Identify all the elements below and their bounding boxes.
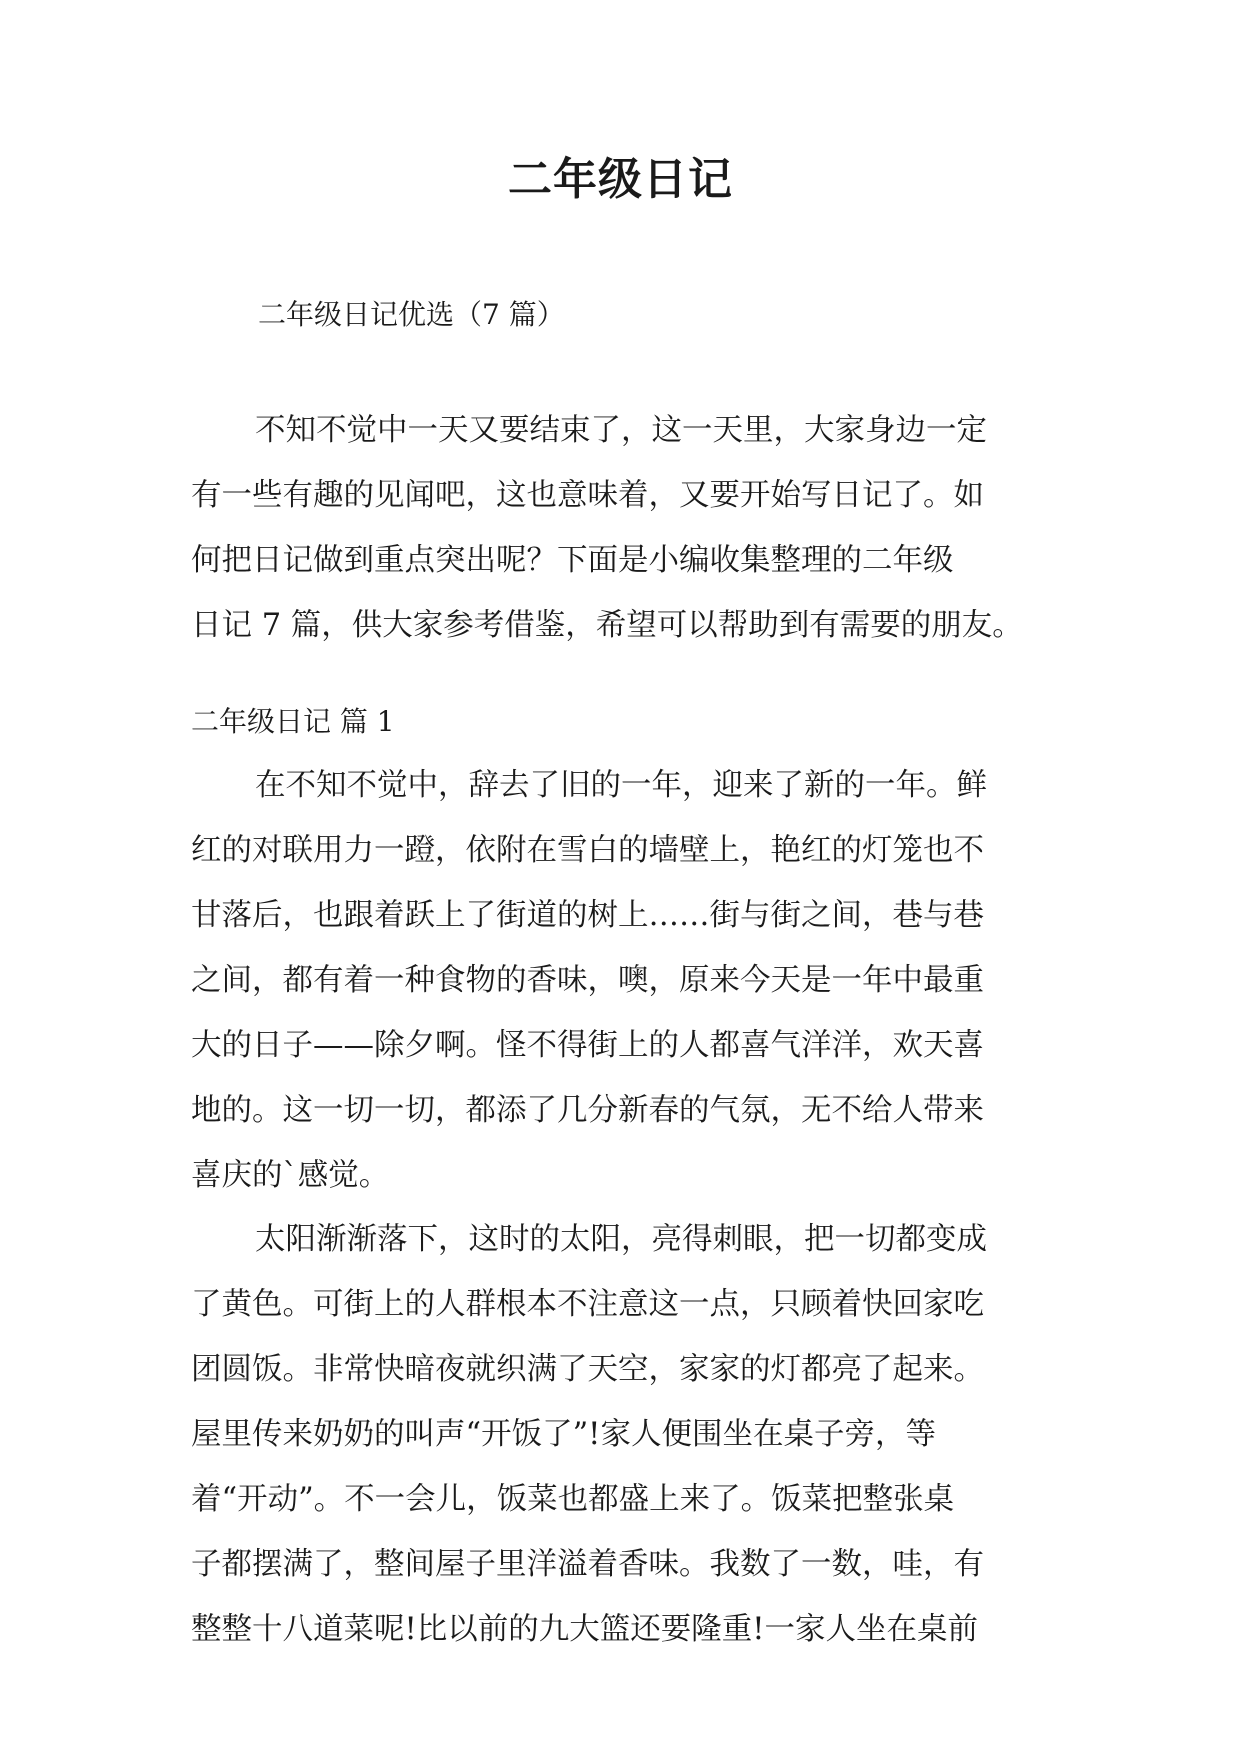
paragraph-line: 红的对联用力一蹬，依附在雪白的墙壁上，艳红的灯笼也不 (191, 833, 984, 868)
paragraph-line: 之间，都有着一种食物的香味，噢，原来今天是一年中最重 (191, 963, 984, 998)
intro-line: 有一些有趣的见闻吧，这也意味着，又要开始写日记了。如 (191, 478, 984, 513)
paragraph-line: 团圆饭。非常快暗夜就织满了天空，家家的灯都亮了起来。 (191, 1352, 984, 1387)
paragraph-line: 整整十八道菜呢!比以前的九大篮还要隆重!一家人坐在桌前 (191, 1612, 979, 1647)
intro-line: 日记 7 篇，供大家参考借鉴，希望可以帮助到有需要的朋友。 (191, 608, 1023, 643)
intro-line: 不知不觉中一天又要结束了，这一天里，大家身边一定 (255, 413, 987, 448)
paragraph-line: 了黄色。可街上的人群根本不注意这一点，只顾着快回家吃 (191, 1287, 984, 1322)
paragraph-line: 子都摆满了，整间屋子里洋溢着香味。我数了一数，哇，有 (191, 1547, 984, 1582)
paragraph-line: 着“开动”。不一会儿，饭菜也都盛上来了。饭菜把整张桌 (191, 1482, 955, 1517)
paragraph-2 (191, 1207, 1057, 1662)
paragraph-line: 在不知不觉中，辞去了旧的一年，迎来了新的一年。鲜 (255, 768, 987, 803)
paragraph-line: 太阳渐渐落下，这时的太阳，亮得刺眼，把一切都变成 (255, 1222, 987, 1257)
paragraph-line: 大的日子——除夕啊。怪不得街上的人都喜气洋洋，欢天喜 (191, 1028, 984, 1063)
paragraph-line: 地的。这一切一切，都添了几分新春的气氛，无不给人带来 (191, 1093, 984, 1128)
intro-line: 何把日记做到重点突出呢？下面是小编收集整理的二年级 (191, 543, 954, 578)
paragraph-line: 甘落后，也跟着跃上了街道的树上……街与街之间，巷与巷 (191, 898, 984, 933)
paragraph-1 (191, 753, 1057, 1208)
section-heading: 二年级日记 篇 1 (191, 705, 395, 738)
paragraph-line: 屋里传来奶奶的叫声“开饭了”!家人便围坐在桌子旁，等 (191, 1417, 936, 1452)
paragraph-line: 喜庆的`感觉。 (191, 1158, 390, 1193)
document-subtitle: 二年级日记优选（7 篇） (258, 298, 565, 331)
document-title: 二年级日记 (508, 154, 733, 205)
intro-paragraph (191, 398, 1057, 658)
